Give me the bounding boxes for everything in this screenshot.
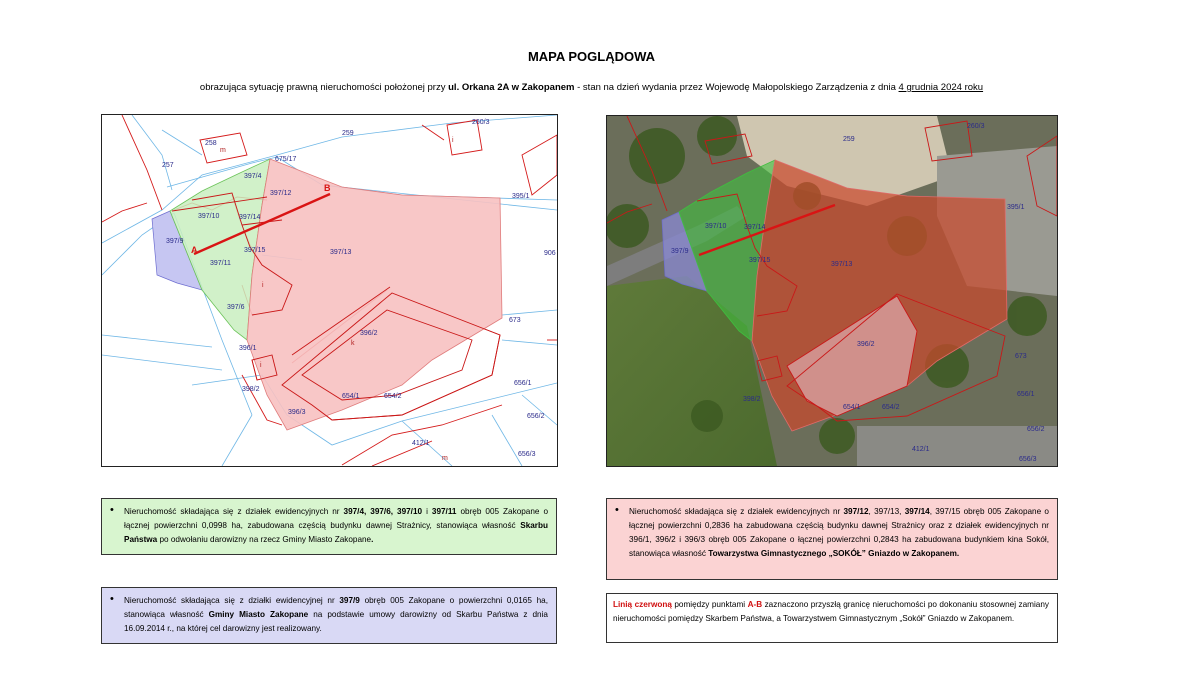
- svg-text:673: 673: [509, 317, 521, 324]
- svg-text:i: i: [452, 137, 454, 144]
- green-bold-3: Skarbu Państwa: [124, 521, 548, 544]
- svg-text:259: 259: [843, 136, 855, 143]
- svg-text:398/2: 398/2: [242, 386, 260, 393]
- svg-text:257: 257: [162, 162, 174, 169]
- svg-text:654/2: 654/2: [882, 404, 900, 411]
- svg-text:397/4: 397/4: [244, 173, 262, 180]
- svg-text:397/10: 397/10: [198, 213, 220, 220]
- red-bold-3: Towarzystwa Gimnastycznego „SOKÓŁ” Gniazdo w Zakopanem.: [708, 549, 960, 558]
- svg-text:397/12: 397/12: [270, 190, 292, 197]
- red-bold-1: 397/12: [843, 507, 869, 516]
- red-text-1: Nieruchomość składająca się z działek ewidencyjnych nr: [629, 507, 844, 516]
- svg-text:397/10: 397/10: [705, 223, 727, 230]
- green-text-3: obręb 005 Zakopane o łącznej powierzchni 0,0998 ha, zabudowana częścią budynku dawnej Strażnicy, stanowiąca własność: [124, 507, 549, 530]
- svg-text:397/15: 397/15: [749, 257, 771, 264]
- note-points: A-B: [747, 600, 763, 609]
- svg-text:397/13: 397/13: [330, 249, 352, 256]
- svg-text:397/13: 397/13: [831, 261, 853, 268]
- svg-text:395/1: 395/1: [512, 193, 530, 200]
- svg-text:258: 258: [205, 140, 217, 147]
- page-subtitle: [0, 82, 1183, 93]
- svg-text:656/1: 656/1: [514, 380, 532, 387]
- purple-bold-1: 397/9: [339, 596, 360, 605]
- subtitle-address: ul. Orkana 2A w Zakopanem: [448, 82, 575, 93]
- svg-text:412/1: 412/1: [412, 440, 430, 447]
- red-bold-2: 397/14: [904, 507, 930, 516]
- svg-text:397/14: 397/14: [744, 224, 766, 231]
- subtitle-prefix: obrazująca sytuację prawną nieruchomości położonej przy: [199, 82, 446, 93]
- svg-text:i: i: [260, 362, 262, 369]
- green-bold-4: .: [371, 535, 374, 544]
- green-text-4: po odwołaniu darowizny na rzecz Gminy Miasto Zakopane: [157, 535, 372, 544]
- green-text-2: i: [422, 507, 432, 516]
- note-text-2: zaznaczono przyszłą granicę nieruchomości po dokonaniu stosownej zamiany nieruchomości pomiędzy Skarbem Państwa, a Towarzystwem Gimnastycznym „Sokół” Gniazdo w Zakopanem.: [613, 600, 1049, 623]
- svg-text:397/15: 397/15: [244, 247, 266, 254]
- svg-text:654/1: 654/1: [342, 393, 360, 400]
- legend-red-box: [606, 498, 1058, 580]
- page-title: MAPA POGLĄDOWA: [527, 49, 656, 64]
- svg-text:412/1: 412/1: [912, 446, 930, 453]
- svg-text:396/3: 396/3: [288, 409, 306, 416]
- orthophoto-map: [606, 115, 1058, 467]
- svg-text:259: 259: [342, 130, 354, 137]
- subtitle-date: 4 grudnia 2024 roku: [898, 82, 984, 93]
- svg-text:654/1: 654/1: [843, 404, 861, 411]
- svg-text:260/3: 260/3: [967, 123, 985, 130]
- svg-text:656/1: 656/1: [1017, 391, 1035, 398]
- svg-text:398/2: 398/2: [743, 396, 761, 403]
- green-text-1: Nieruchomość składająca się z działek ewidencyjnych nr: [124, 507, 344, 516]
- legend-green-box: [101, 498, 557, 555]
- purple-text-3: na podstawie umowy darowizny od Skarbu Państwa z dnia 16.09.2014 r., na której cel darowizny jest realizowany.: [124, 610, 548, 633]
- bullet: •: [110, 504, 114, 516]
- subtitle-middle: - stan na dzień wydania przez Wojewodę Małopolskiego Zarządzenia z dnia: [574, 82, 896, 93]
- legend-note-box: [606, 593, 1058, 643]
- svg-text:397/11: 397/11: [210, 260, 231, 267]
- bullet: •: [110, 593, 114, 605]
- purple-bold-2: Gminy Miasto Zakopane: [208, 610, 309, 619]
- green-bold-1: 397/4, 397/6, 397/10: [343, 507, 423, 516]
- svg-text:396/1: 396/1: [239, 345, 257, 352]
- svg-text:397/14: 397/14: [239, 214, 261, 221]
- svg-text:m: m: [220, 147, 226, 154]
- purple-text-2: obręb 005 Zakopane o powierzchni 0,0165 ha, stanowiąca własność: [124, 596, 548, 619]
- point-b: B: [324, 183, 331, 193]
- svg-text:397/6: 397/6: [227, 304, 245, 311]
- svg-text:654/2: 654/2: [384, 393, 402, 400]
- svg-text:i: i: [262, 282, 264, 289]
- red-text-2: , 397/13,: [868, 507, 905, 516]
- svg-text:397/9: 397/9: [166, 238, 184, 245]
- svg-text:656/2: 656/2: [1027, 426, 1045, 433]
- svg-text:k: k: [351, 340, 355, 347]
- note-red-line: Linią czerwoną: [613, 600, 672, 609]
- svg-text:656/3: 656/3: [518, 451, 536, 458]
- point-a: A: [191, 245, 198, 255]
- legend-purple-box: [101, 587, 557, 644]
- svg-text:396/2: 396/2: [857, 341, 875, 348]
- cadastral-map: [101, 114, 558, 467]
- svg-text:260/3: 260/3: [472, 119, 490, 126]
- svg-text:397/9: 397/9: [671, 248, 689, 255]
- svg-text:396/2: 396/2: [360, 330, 378, 337]
- svg-text:m: m: [442, 455, 448, 462]
- svg-text:906: 906: [544, 250, 556, 257]
- red-text-3: , 397/15 obręb 005 Zakopane o łącznej powierzchni 0,2836 ha zabudowana częścią budynku dawnej Strażnicy oraz z działek ewidencyjnych nr 396/1, 396/2 i 396/3 obręb 005 Zakopane o łącznej powierzchni 0,2843 ha zabudowana budynkiem kina Sokół, stanowiąca własność: [629, 507, 1049, 558]
- svg-text:656/3: 656/3: [1019, 456, 1037, 463]
- svg-text:675/17: 675/17: [275, 156, 297, 163]
- parcel-sokol: [247, 159, 502, 430]
- note-text-1: pomiędzy punktami: [671, 600, 748, 609]
- green-bold-2: 397/11: [431, 507, 457, 516]
- svg-text:656/2: 656/2: [527, 413, 545, 420]
- svg-text:395/1: 395/1: [1007, 204, 1025, 211]
- svg-text:673: 673: [1015, 353, 1027, 360]
- bullet: •: [615, 504, 619, 516]
- purple-text-1: Nieruchomość składająca się z działki ewidencyjnej nr: [124, 596, 340, 605]
